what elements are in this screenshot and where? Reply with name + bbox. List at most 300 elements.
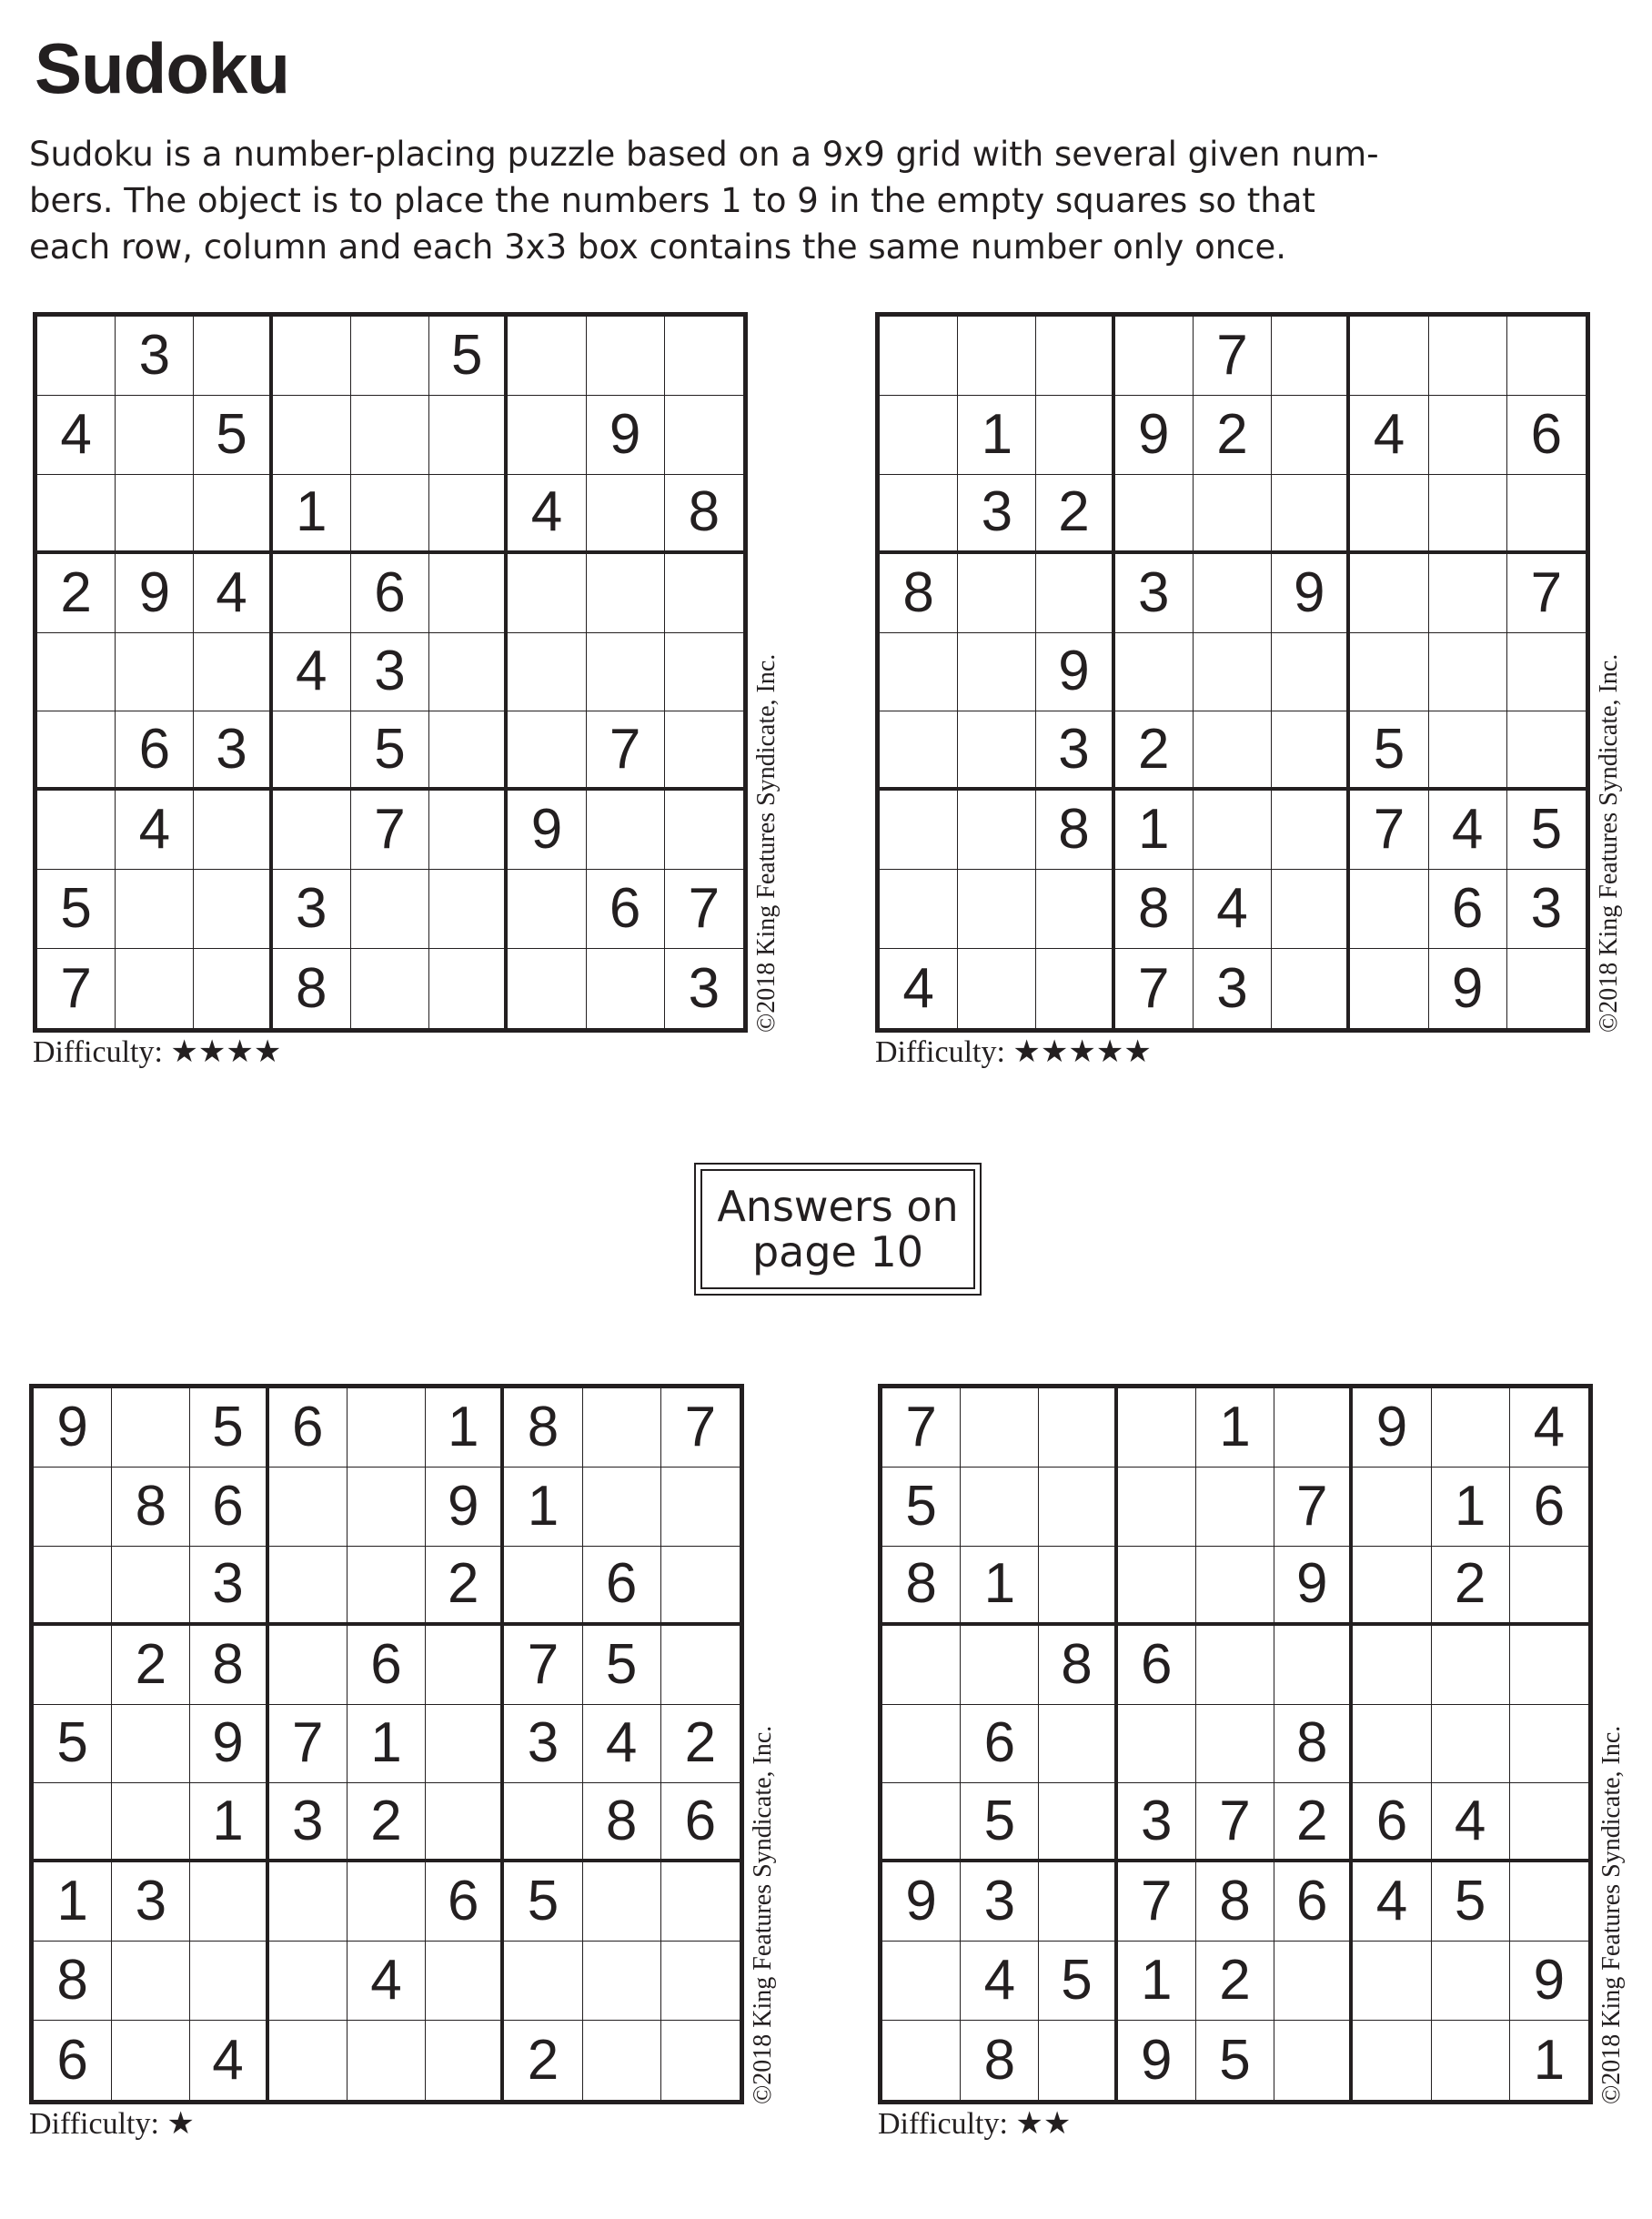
sudoku-cell[interactable] — [661, 1468, 740, 1547]
sudoku-cell[interactable] — [116, 949, 194, 1028]
sudoku-cell[interactable] — [1039, 1388, 1117, 1468]
sudoku-cell[interactable] — [882, 1783, 961, 1862]
sudoku-cell[interactable] — [194, 475, 272, 554]
sudoku-cell: 8 — [1196, 1862, 1274, 1942]
sudoku-cell: 3 — [1036, 711, 1114, 791]
sudoku-cell[interactable] — [1429, 475, 1507, 554]
sudoku-cell[interactable] — [273, 396, 351, 475]
sudoku-cell: 3 — [961, 1862, 1039, 1942]
sudoku-cell[interactable] — [1272, 475, 1350, 554]
sudoku-cell[interactable] — [348, 1388, 426, 1468]
sudoku-cell: 7 — [1118, 1862, 1196, 1942]
sudoku-cell[interactable] — [1036, 317, 1114, 396]
sudoku-cell: 3 — [1507, 870, 1586, 949]
sudoku-cell: 4 — [1510, 1388, 1588, 1468]
sudoku-cell[interactable] — [1429, 711, 1507, 791]
sudoku-grid — [875, 312, 1590, 1033]
sudoku-cell[interactable] — [508, 554, 586, 633]
sudoku-cell[interactable] — [504, 1547, 582, 1626]
answers-note-box — [694, 1163, 982, 1296]
sudoku-cell[interactable] — [880, 317, 958, 396]
sudoku-cell[interactable] — [1115, 317, 1194, 396]
sudoku-grid — [878, 1384, 1593, 2104]
sudoku-cell[interactable] — [1274, 1942, 1353, 2021]
sudoku-cell[interactable] — [34, 1626, 112, 1705]
sudoku-cell: 6 — [1510, 1468, 1588, 1547]
sudoku-cell: 8 — [112, 1468, 190, 1547]
sudoku-cell[interactable] — [429, 791, 508, 870]
sudoku-cell: 9 — [587, 396, 665, 475]
sudoku-cell: 3 — [1118, 1783, 1196, 1862]
sudoku-cell: 9 — [1429, 949, 1507, 1028]
sudoku-cell[interactable] — [1510, 1783, 1588, 1862]
sudoku-cell[interactable] — [508, 633, 586, 712]
sudoku-cell[interactable] — [426, 1942, 504, 2021]
sudoku-cell[interactable] — [504, 1942, 582, 2021]
sudoku-cell[interactable] — [1036, 870, 1114, 949]
sudoku-cell[interactable] — [958, 711, 1036, 791]
sudoku-cell: 8 — [504, 1388, 582, 1468]
sudoku-cell[interactable] — [882, 1626, 961, 1705]
sudoku-cell: 8 — [1039, 1626, 1117, 1705]
sudoku-cell: 9 — [426, 1468, 504, 1547]
sudoku-cell[interactable] — [273, 317, 351, 396]
sudoku-cell: 5 — [1432, 1862, 1510, 1942]
sudoku-cell[interactable] — [1118, 1388, 1196, 1468]
sudoku-cell[interactable] — [1507, 711, 1586, 791]
sudoku-cell[interactable] — [508, 711, 586, 791]
sudoku-cell[interactable] — [508, 317, 586, 396]
sudoku-cell[interactable] — [1353, 2021, 1431, 2100]
sudoku-cell[interactable] — [112, 1705, 190, 1784]
sudoku-cell[interactable] — [587, 475, 665, 554]
sudoku-cell[interactable] — [426, 1783, 504, 1862]
sudoku-cell: 9 — [1036, 633, 1114, 712]
sudoku-cell[interactable] — [961, 1388, 1039, 1468]
sudoku-cell: 5 — [429, 317, 508, 396]
sudoku-cell: 2 — [1432, 1547, 1510, 1626]
sudoku-grid — [29, 1384, 744, 2104]
sudoku-cell[interactable] — [880, 396, 958, 475]
sudoku-cell[interactable] — [1350, 870, 1428, 949]
sudoku-cell[interactable] — [194, 791, 272, 870]
sudoku-cell[interactable] — [1039, 1783, 1117, 1862]
sudoku-cell[interactable] — [1115, 475, 1194, 554]
sudoku-cell[interactable] — [34, 1783, 112, 1862]
sudoku-cell: 7 — [1115, 949, 1194, 1028]
sudoku-cell[interactable] — [1194, 554, 1272, 633]
sudoku-cell[interactable] — [116, 633, 194, 712]
sudoku-cell[interactable] — [661, 1862, 740, 1942]
sudoku-cell[interactable] — [1353, 1547, 1431, 1626]
sudoku-cell: 1 — [961, 1547, 1039, 1626]
sudoku-cell[interactable] — [116, 396, 194, 475]
sudoku-cell[interactable] — [429, 711, 508, 791]
sudoku-cell[interactable] — [426, 1705, 504, 1784]
sudoku-cell[interactable] — [661, 2021, 740, 2100]
sudoku-cell[interactable] — [508, 870, 586, 949]
copyright-notice: ©2018 King Features Syndicate, Inc. — [1597, 1725, 1626, 2104]
sudoku-cell[interactable] — [508, 949, 586, 1028]
sudoku-cell[interactable] — [665, 633, 743, 712]
sudoku-cell[interactable] — [426, 1626, 504, 1705]
sudoku-cell: 7 — [665, 870, 743, 949]
sudoku-cell: 3 — [112, 1862, 190, 1942]
sudoku-cell: 7 — [1274, 1468, 1353, 1547]
sudoku-cell[interactable] — [880, 475, 958, 554]
difficulty-rating: Difficulty: ★★ — [878, 2107, 1072, 2141]
sudoku-cell[interactable] — [882, 1942, 961, 2021]
sudoku-cell[interactable] — [351, 317, 429, 396]
sudoku-cell[interactable] — [587, 317, 665, 396]
sudoku-cell[interactable] — [1272, 633, 1350, 712]
sudoku-cell: 2 — [1036, 475, 1114, 554]
copyright-notice: ©2018 King Features Syndicate, Inc. — [749, 1725, 777, 2104]
sudoku-cell[interactable] — [1196, 1626, 1274, 1705]
sudoku-cell[interactable] — [269, 1468, 348, 1547]
sudoku-cell[interactable] — [1350, 949, 1428, 1028]
sudoku-cell[interactable] — [34, 1547, 112, 1626]
sudoku-cell[interactable] — [661, 1626, 740, 1705]
sudoku-cell: 8 — [880, 554, 958, 633]
sudoku-cell: 5 — [583, 1626, 661, 1705]
sudoku-cell[interactable] — [880, 633, 958, 712]
sudoku-cell[interactable] — [37, 317, 116, 396]
sudoku-cell[interactable] — [348, 1862, 426, 1942]
sudoku-cell[interactable] — [587, 791, 665, 870]
sudoku-cell: 9 — [34, 1388, 112, 1468]
sudoku-cell[interactable] — [429, 870, 508, 949]
sudoku-cell[interactable] — [429, 554, 508, 633]
sudoku-cell[interactable] — [665, 396, 743, 475]
sudoku-cell: 9 — [116, 554, 194, 633]
sudoku-cell: 1 — [190, 1783, 268, 1862]
sudoku-cell: 8 — [583, 1783, 661, 1862]
sudoku-cell[interactable] — [1196, 1547, 1274, 1626]
difficulty-rating: Difficulty: ★ — [29, 2107, 195, 2141]
sudoku-cell: 4 — [273, 633, 351, 712]
sudoku-cell[interactable] — [1353, 1626, 1431, 1705]
sudoku-cell: 2 — [426, 1547, 504, 1626]
sudoku-cell[interactable] — [37, 633, 116, 712]
sudoku-cell[interactable] — [958, 870, 1036, 949]
sudoku-grid — [33, 312, 748, 1033]
sudoku-cell[interactable] — [1510, 1862, 1588, 1942]
sudoku-cell[interactable] — [1036, 396, 1114, 475]
sudoku-cell: 9 — [508, 791, 586, 870]
sudoku-cell[interactable] — [1194, 475, 1272, 554]
sudoku-cell[interactable] — [1036, 554, 1114, 633]
sudoku-cell[interactable] — [1039, 1547, 1117, 1626]
sudoku-cell[interactable] — [1196, 1705, 1274, 1784]
sudoku-cell[interactable] — [1429, 317, 1507, 396]
sudoku-cell: 8 — [190, 1626, 268, 1705]
sudoku-cell[interactable] — [429, 633, 508, 712]
sudoku-cell[interactable] — [583, 1942, 661, 2021]
sudoku-cell: 4 — [116, 791, 194, 870]
sudoku-cell[interactable] — [665, 791, 743, 870]
sudoku-cell[interactable] — [1353, 1942, 1431, 2021]
sudoku-cell: 9 — [1274, 1547, 1353, 1626]
sudoku-cell[interactable] — [882, 2021, 961, 2100]
sudoku-cell[interactable] — [1194, 711, 1272, 791]
sudoku-cell[interactable] — [1432, 1942, 1510, 2021]
sudoku-cell[interactable] — [429, 475, 508, 554]
sudoku-cell[interactable] — [1510, 1547, 1588, 1626]
sudoku-cell[interactable] — [1039, 2021, 1117, 2100]
sudoku-cell[interactable] — [1507, 949, 1586, 1028]
copyright-notice: ©2018 King Features Syndicate, Inc. — [752, 653, 781, 1033]
sudoku-cell[interactable] — [273, 711, 351, 791]
sudoku-cell[interactable] — [429, 949, 508, 1028]
sudoku-cell[interactable] — [1196, 1468, 1274, 1547]
sudoku-cell[interactable] — [116, 475, 194, 554]
sudoku-cell[interactable] — [1429, 554, 1507, 633]
sudoku-cell[interactable] — [429, 396, 508, 475]
sudoku-cell[interactable] — [1507, 633, 1586, 712]
sudoku-cell[interactable] — [351, 396, 429, 475]
sudoku-cell[interactable] — [958, 317, 1036, 396]
sudoku-cell: 6 — [1118, 1626, 1196, 1705]
sudoku-cell[interactable] — [665, 711, 743, 791]
sudoku-cell[interactable] — [1353, 1705, 1431, 1784]
sudoku-cell: 5 — [1507, 791, 1586, 870]
sudoku-cell[interactable] — [1274, 1626, 1353, 1705]
sudoku-cell[interactable] — [880, 711, 958, 791]
sudoku-cell: 8 — [273, 949, 351, 1028]
sudoku-cell: 1 — [273, 475, 351, 554]
sudoku-cell[interactable] — [1429, 396, 1507, 475]
sudoku-cell[interactable] — [587, 554, 665, 633]
sudoku-cell: 5 — [190, 1388, 268, 1468]
sudoku-cell: 1 — [1432, 1468, 1510, 1547]
sudoku-cell: 4 — [1350, 396, 1428, 475]
sudoku-cell: 4 — [194, 554, 272, 633]
sudoku-cell: 7 — [1194, 317, 1272, 396]
sudoku-cell: 6 — [34, 2021, 112, 2100]
sudoku-cell: 7 — [882, 1388, 961, 1468]
sudoku-cell[interactable] — [112, 1783, 190, 1862]
sudoku-cell: 5 — [194, 396, 272, 475]
sudoku-cell[interactable] — [1036, 949, 1114, 1028]
sudoku-cell[interactable] — [190, 1942, 268, 2021]
sudoku-cell[interactable] — [1118, 1547, 1196, 1626]
instructions-text — [29, 131, 1379, 270]
sudoku-cell[interactable] — [1432, 1626, 1510, 1705]
sudoku-cell[interactable] — [1350, 317, 1428, 396]
sudoku-cell[interactable] — [269, 2021, 348, 2100]
sudoku-cell[interactable] — [961, 1626, 1039, 1705]
sudoku-cell[interactable] — [958, 554, 1036, 633]
sudoku-cell: 5 — [34, 1705, 112, 1784]
sudoku-cell[interactable] — [661, 1547, 740, 1626]
sudoku-cell: 5 — [1196, 2021, 1274, 2100]
sudoku-cell[interactable] — [1272, 870, 1350, 949]
sudoku-cell: 3 — [351, 633, 429, 712]
instructions-line: bers. The object is to place the numbers 1 to 9 in the empty squares so that — [29, 181, 1315, 220]
sudoku-cell[interactable] — [958, 633, 1036, 712]
sudoku-cell[interactable] — [1350, 554, 1428, 633]
sudoku-cell[interactable] — [583, 2021, 661, 2100]
sudoku-cell[interactable] — [112, 2021, 190, 2100]
sudoku-cell[interactable] — [1432, 2021, 1510, 2100]
sudoku-puzzle-3 — [29, 1384, 777, 2141]
sudoku-cell[interactable] — [1274, 1388, 1353, 1468]
sudoku-cell[interactable] — [504, 1783, 582, 1862]
sudoku-cell[interactable] — [1274, 2021, 1353, 2100]
sudoku-cell[interactable] — [116, 870, 194, 949]
sudoku-cell[interactable] — [37, 711, 116, 791]
sudoku-cell[interactable] — [1350, 475, 1428, 554]
sudoku-cell: 7 — [351, 791, 429, 870]
sudoku-cell[interactable] — [1507, 475, 1586, 554]
sudoku-cell: 2 — [1274, 1783, 1353, 1862]
sudoku-cell: 1 — [1115, 791, 1194, 870]
sudoku-cell[interactable] — [958, 949, 1036, 1028]
sudoku-cell: 5 — [1039, 1942, 1117, 2021]
sudoku-cell[interactable] — [1272, 396, 1350, 475]
sudoku-cell: 4 — [1353, 1862, 1431, 1942]
sudoku-cell[interactable] — [1194, 633, 1272, 712]
sudoku-cell[interactable] — [661, 1942, 740, 2021]
sudoku-cell[interactable] — [194, 949, 272, 1028]
difficulty-rating: Difficulty: ★★★★ — [33, 1035, 282, 1069]
sudoku-cell: 4 — [37, 396, 116, 475]
sudoku-cell[interactable] — [348, 1468, 426, 1547]
sudoku-cell[interactable] — [351, 949, 429, 1028]
difficulty-rating: Difficulty: ★★★★★ — [875, 1035, 1152, 1069]
sudoku-cell: 7 — [37, 949, 116, 1028]
sudoku-cell[interactable] — [587, 633, 665, 712]
sudoku-cell[interactable] — [112, 1547, 190, 1626]
sudoku-cell[interactable] — [1432, 1705, 1510, 1784]
sudoku-cell: 4 — [1429, 791, 1507, 870]
sudoku-cell[interactable] — [273, 791, 351, 870]
sudoku-cell[interactable] — [1039, 1705, 1117, 1784]
sudoku-cell[interactable] — [1272, 791, 1350, 870]
sudoku-cell: 8 — [1036, 791, 1114, 870]
sudoku-cell[interactable] — [1039, 1862, 1117, 1942]
sudoku-cell[interactable] — [1353, 1468, 1431, 1547]
sudoku-cell: 3 — [194, 711, 272, 791]
sudoku-cell[interactable] — [958, 791, 1036, 870]
sudoku-cell: 3 — [1115, 554, 1194, 633]
sudoku-cell: 5 — [961, 1783, 1039, 1862]
sudoku-cell[interactable] — [351, 870, 429, 949]
sudoku-cell[interactable] — [269, 1626, 348, 1705]
sudoku-cell[interactable] — [1432, 1388, 1510, 1468]
sudoku-cell[interactable] — [351, 475, 429, 554]
sudoku-cell: 1 — [34, 1862, 112, 1942]
sudoku-cell[interactable] — [583, 1468, 661, 1547]
sudoku-cell: 4 — [583, 1705, 661, 1784]
sudoku-cell: 1 — [1118, 1942, 1196, 2021]
sudoku-cell[interactable] — [1272, 711, 1350, 791]
sudoku-cell[interactable] — [583, 1388, 661, 1468]
sudoku-cell: 9 — [1510, 1942, 1588, 2021]
instructions-line: each row, column and each 3x3 box contains the same number only once. — [29, 227, 1287, 267]
sudoku-cell: 4 — [961, 1942, 1039, 2021]
sudoku-cell: 3 — [958, 475, 1036, 554]
sudoku-cell: 8 — [1274, 1705, 1353, 1784]
sudoku-cell[interactable] — [1272, 317, 1350, 396]
sudoku-cell[interactable] — [880, 791, 958, 870]
sudoku-cell[interactable] — [190, 1862, 268, 1942]
sudoku-cell[interactable] — [665, 554, 743, 633]
sudoku-cell: 6 — [1274, 1862, 1353, 1942]
sudoku-cell[interactable] — [112, 1942, 190, 2021]
sudoku-cell: 2 — [37, 554, 116, 633]
sudoku-cell[interactable] — [1118, 1705, 1196, 1784]
sudoku-cell: 8 — [1115, 870, 1194, 949]
sudoku-cell: 7 — [504, 1626, 582, 1705]
sudoku-cell[interactable] — [882, 1705, 961, 1784]
sudoku-cell[interactable] — [194, 317, 272, 396]
sudoku-puzzle-1 — [33, 312, 781, 1069]
sudoku-cell: 4 — [190, 2021, 268, 2100]
sudoku-cell[interactable] — [1115, 633, 1194, 712]
sudoku-cell: 8 — [882, 1547, 961, 1626]
answers-note — [700, 1169, 975, 1289]
sudoku-cell[interactable] — [348, 2021, 426, 2100]
sudoku-cell: 5 — [37, 870, 116, 949]
sudoku-cell: 3 — [504, 1705, 582, 1784]
sudoku-cell[interactable] — [583, 1862, 661, 1942]
sudoku-cell[interactable] — [1194, 791, 1272, 870]
sudoku-cell[interactable] — [1510, 1705, 1588, 1784]
sudoku-cell[interactable] — [508, 396, 586, 475]
sudoku-cell[interactable] — [269, 1862, 348, 1942]
sudoku-cell[interactable] — [269, 1942, 348, 2021]
instructions-line: Sudoku is a number-placing puzzle based on a 9x9 grid with several given num- — [29, 135, 1379, 174]
sudoku-cell[interactable] — [269, 1547, 348, 1626]
sudoku-cell[interactable] — [34, 1468, 112, 1547]
sudoku-cell: 9 — [1353, 1388, 1431, 1468]
sudoku-cell[interactable] — [37, 791, 116, 870]
sudoku-cell: 6 — [351, 554, 429, 633]
sudoku-cell[interactable] — [961, 1468, 1039, 1547]
sudoku-cell[interactable] — [1510, 1626, 1588, 1705]
sudoku-cell[interactable] — [194, 633, 272, 712]
sudoku-cell: 3 — [688, 956, 720, 1020]
sudoku-cell[interactable] — [37, 475, 116, 554]
sudoku-cell[interactable] — [665, 317, 743, 396]
sudoku-cell[interactable] — [1118, 1468, 1196, 1547]
sudoku-cell[interactable] — [1507, 317, 1586, 396]
sudoku-cell: 6 — [1353, 1783, 1431, 1862]
sudoku-cell[interactable] — [1429, 633, 1507, 712]
sudoku-cell[interactable] — [587, 949, 665, 1028]
sudoku-cell[interactable] — [1039, 1468, 1117, 1547]
sudoku-cell[interactable] — [194, 870, 272, 949]
sudoku-cell[interactable] — [112, 1388, 190, 1468]
sudoku-cell: 1 — [426, 1388, 504, 1468]
sudoku-cell[interactable] — [1350, 633, 1428, 712]
sudoku-cell: 8 — [961, 2021, 1039, 2100]
sudoku-cell: 7 — [269, 1705, 348, 1784]
sudoku-cell: 6 — [269, 1388, 348, 1468]
sudoku-cell: 2 — [504, 2021, 582, 2100]
sudoku-cell: 1 — [958, 396, 1036, 475]
sudoku-cell[interactable] — [426, 2021, 504, 2100]
answers-note-line: page 10 — [751, 1227, 924, 1276]
sudoku-cell[interactable] — [348, 1547, 426, 1626]
sudoku-cell[interactable] — [1272, 949, 1350, 1028]
sudoku-cell: 6 — [961, 1705, 1039, 1784]
sudoku-cell[interactable] — [273, 554, 351, 633]
sudoku-cell: 9 — [190, 1705, 268, 1784]
sudoku-cell[interactable] — [880, 870, 958, 949]
